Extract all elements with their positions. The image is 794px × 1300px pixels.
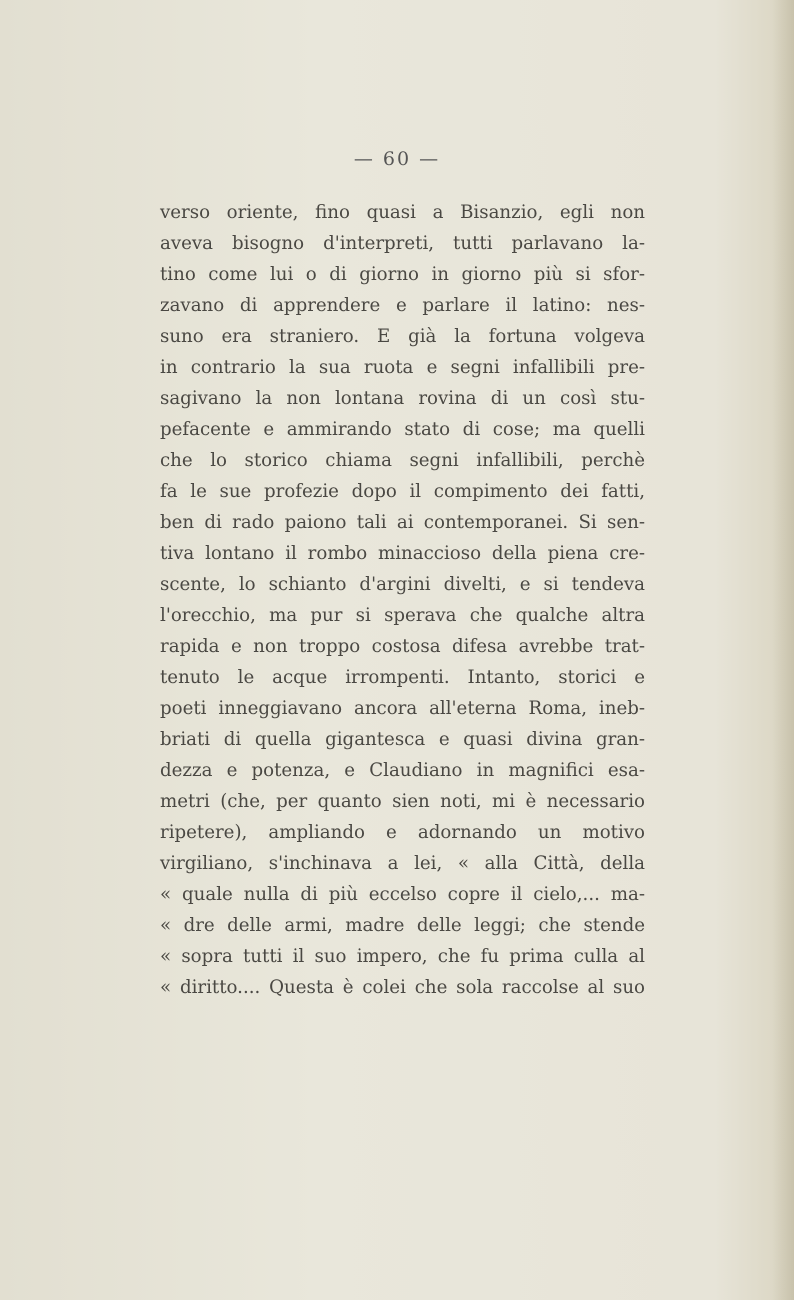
text-line: in contrario la sua ruota e segni infallibili pre- — [160, 357, 645, 378]
text-line: tino come lui o di giorno in giorno più si sfor- — [160, 264, 645, 285]
text-line: ripetere), ampliando e adornando un motivo — [160, 822, 645, 843]
text-line: rapida e non troppo costosa difesa avrebbe trat- — [160, 636, 645, 657]
text-line: suno era straniero. E già la fortuna volgeva — [160, 326, 645, 347]
text-line: che lo storico chiama segni infallibili, perchè — [160, 450, 645, 471]
text-line: tenuto le acque irrompenti. Intanto, storici e — [160, 667, 645, 688]
text-line: zavano di apprendere e parlare il latino: nes- — [160, 295, 645, 316]
text-line: pefacente e ammirando stato di cose; ma quelli — [160, 419, 645, 440]
text-line: dezza e potenza, e Claudiano in magnifici esa- — [160, 760, 645, 781]
text-line: poeti inneggiavano ancora all'eterna Roma, ineb- — [160, 698, 645, 719]
text-line: briati di quella gigantesca e quasi divina gran- — [160, 729, 645, 750]
text-line: sagivano la non lontana rovina di un così stu- — [160, 388, 645, 409]
text-line: scente, lo schianto d'argini divelti, e si tendeva — [160, 574, 645, 595]
text-line: ben di rado paiono tali ai contemporanei. Si sen- — [160, 512, 645, 533]
text-line: aveva bisogno d'interpreti, tutti parlavano la- — [160, 233, 645, 254]
text-line: l'orecchio, ma pur si sperava che qualche altra — [160, 605, 645, 626]
text-line: metri (che, per quanto sien noti, mi è necessario — [160, 791, 645, 812]
text-line: tiva lontano il rombo minaccioso della piena cre- — [160, 543, 645, 564]
text-line: « quale nulla di più eccelso copre il cielo,... ma- — [160, 884, 645, 905]
text-line: virgiliano, s'inchinava a lei, « alla Città, della — [160, 853, 645, 874]
page-edge — [772, 0, 794, 1300]
page-number: — 60 — — [353, 148, 441, 170]
text-line: fa le sue profezie dopo il compimento dei fatti, — [160, 481, 645, 502]
text-line: « diritto.... Questa è colei che sola raccolse al suo — [160, 977, 645, 998]
text-line: « dre delle armi, madre delle leggi; che stende — [160, 915, 645, 936]
text-line: verso oriente, fino quasi a Bisanzio, egli non — [160, 202, 645, 223]
text-line: « sopra tutti il suo impero, che fu prima culla al — [160, 946, 645, 967]
body-text — [160, 197, 645, 1003]
